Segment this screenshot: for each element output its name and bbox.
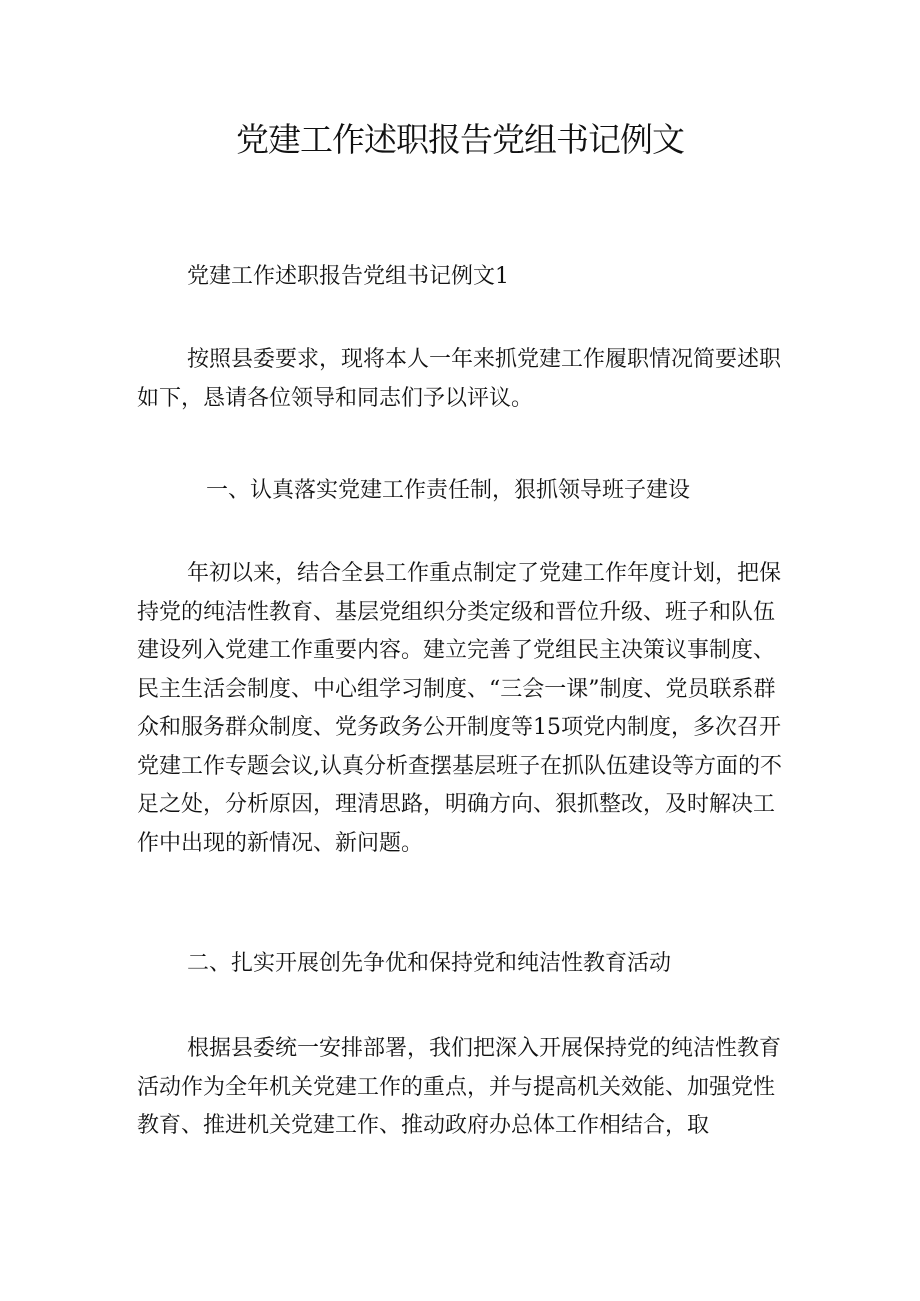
document-title: 党建工作述职报告党组书记例文 (236, 120, 684, 159)
section-2-paragraph: 根据县委统一安排部署，我们把深入开展保持党的纯洁性教育活动作为全年机关党建工作的重点，并与提高机关效能、加强党性教育、推进机关党建工作、推动政府办总体工作相结合，取 (137, 1036, 782, 1138)
section-1-paragraph: 年初以来，结合全县工作重点制定了党建工作年度计划，把保持党的纯洁性教育、基层党组织分类定级和晋位升级、班子和队伍建设列入党建工作重要内容。建立完善了党组民主决策议事制度、民主生活会制度、中心组学习制度、“三会一课”制度、党员联系群众和服务群众制度、党务政务公开制度等15项党内制度，多次召开党建工作专题会议,认真分析查摆基层班子在抓队伍建设等方面的不足之处，分析原因，理清思路，明确方向、狠抓整改，及时解决工作中出现的新情况、新问题。 (137, 561, 782, 856)
section-1-heading: 一、认真落实党建工作责任制，狠抓领导班子建设 (206, 478, 691, 503)
intro-paragraph: 按照县委要求，现将本人一年来抓党建工作履职情况简要述职如下，恳请各位领导和同志们予以评议。 (137, 347, 782, 411)
document-subtitle: 党建工作述职报告党组书记例文1 (187, 264, 509, 289)
section-2-heading: 二、扎实开展创先争优和保持党和纯洁性教育活动 (187, 951, 672, 976)
